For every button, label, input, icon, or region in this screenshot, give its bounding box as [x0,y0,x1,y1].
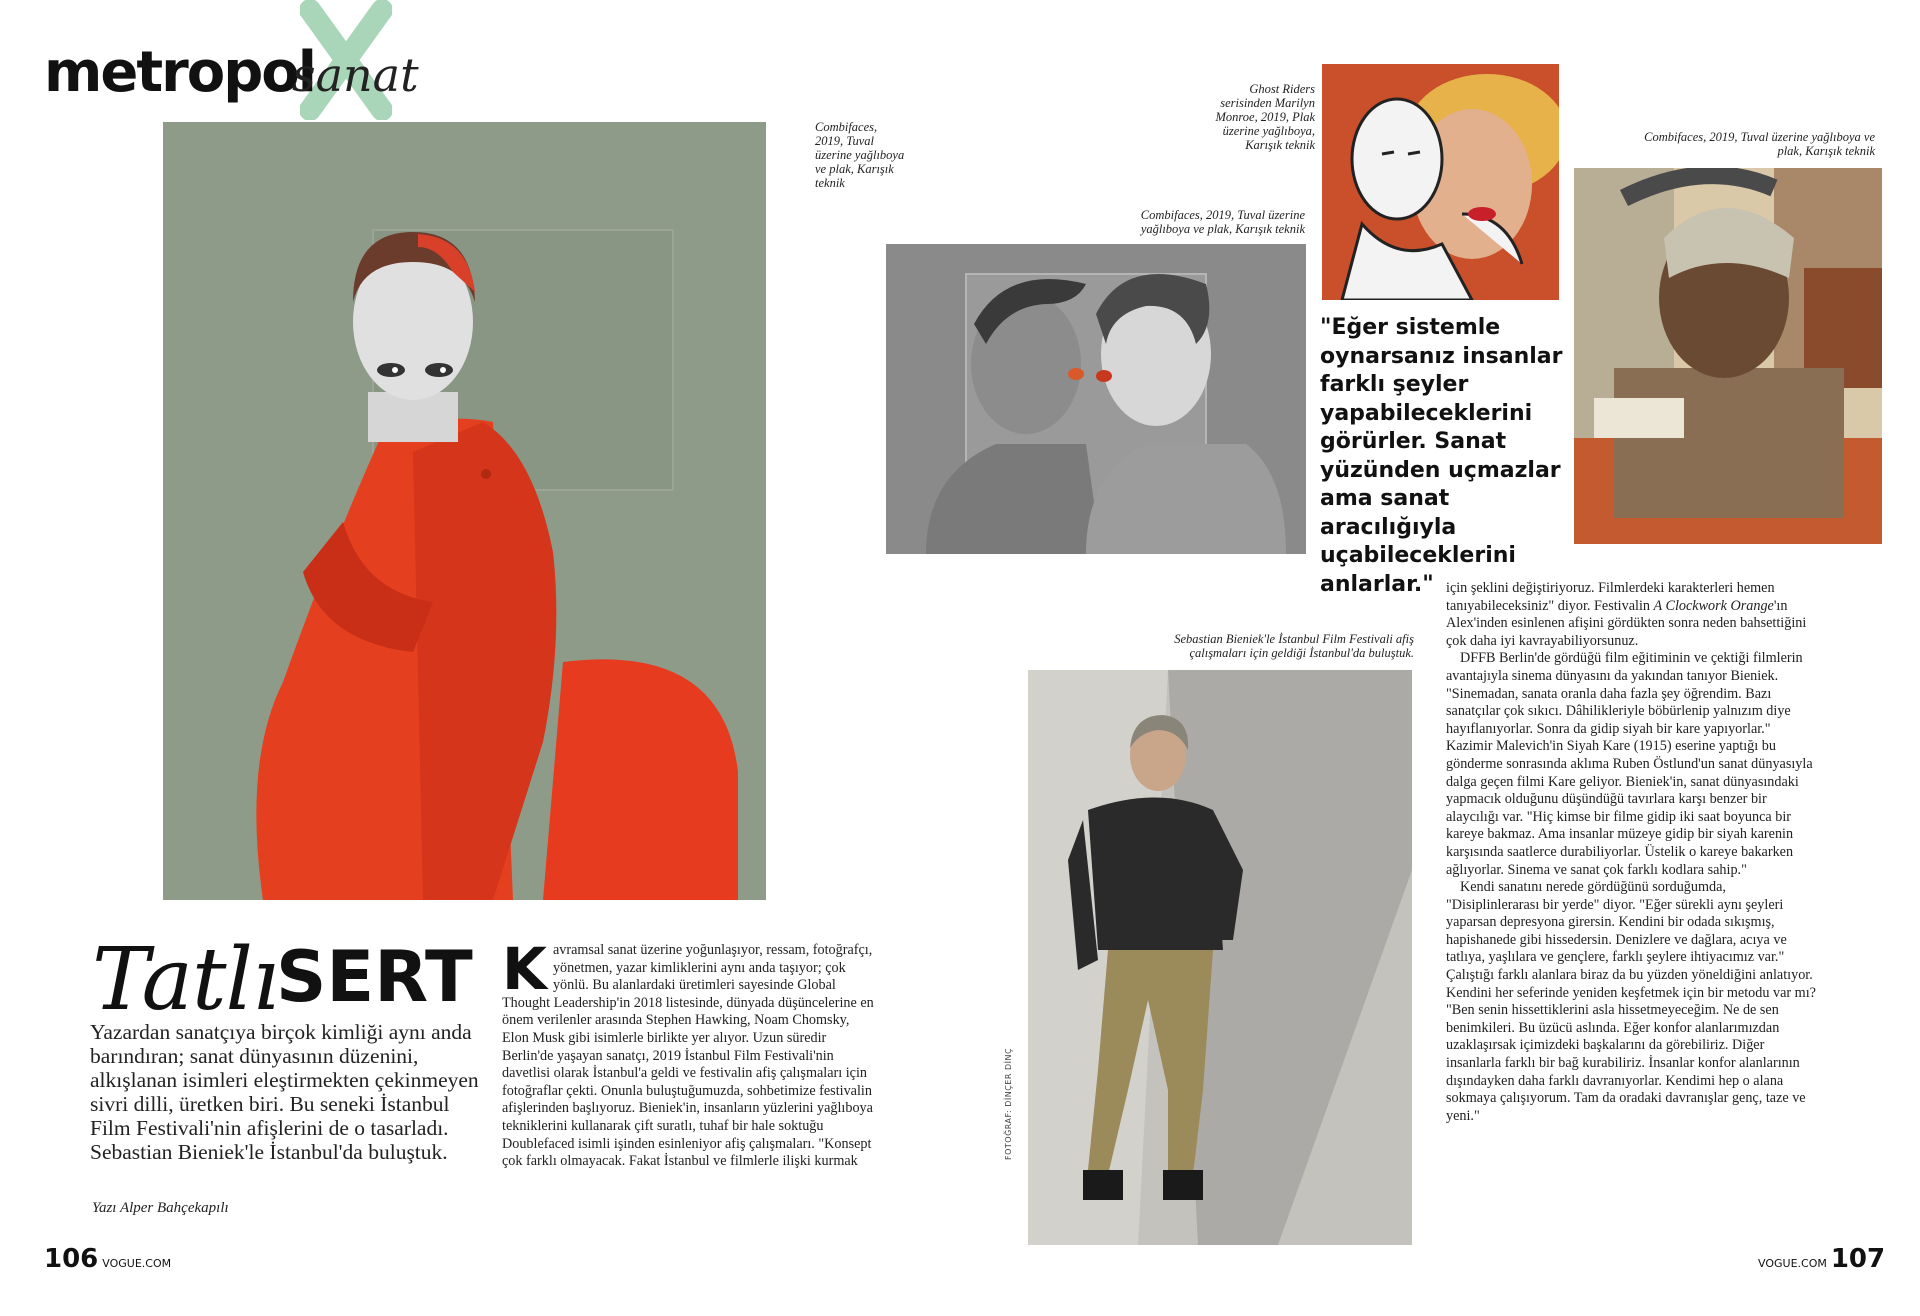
article-column-1 [502,935,874,1171]
film-title: A Clockwork Orange [1653,597,1774,614]
caption-main-painting: Combifaces, 2019, Tuval üzerine yağlıboya ve plak, Karışık teknik [815,120,905,190]
article-byline: Yazı Alper Bahçekapılı [92,1200,229,1216]
site-name-left: VOGUE.COM [102,1257,172,1270]
column-2-paragraph-3: Kendi sanatını nerede gördüğünü sorduğumda, "Disiplinlerarası bir yerde" diyor. "Eğer sürekli aynı şeyleri yaparsan depresyona girersin. Kendini bir odada sıkışmış, hapishanede gibi hissedersin. Denizlere ve dağlara, acıya ve tatlıya, yaşlılara ve gençlere, farklı şeylere ihtiyacımız var." Çalıştığı farklı alanlara biraz da bu yüzden yöneldiğini anlatıyor. Kendini her seferinde yeniden keşfetmek için bir metodu var mı? "Ben senin hissettiklerini asla hissetmeyeceğim. Ne de sen benimkileri. Bu üzücü aslında. Eğer konfor alanlarımızdan uzaklaşırsak içimizdeki başkalarını da görebiliriz. Diğer insanlarla farklı bir bağ kurabiliriz. İnsanlar konfor alanlarının dışındayken daha farklı davranıyorlar. Kendimi hep o alana sokmaya çalışıyorum. Tam da oradaki davranışlar genç, taze ve yeni." [1446,879,1816,1124]
column-2-paragraph-1: için şeklini değiştiriyoruz. Filmlerdeki karakterleri hemen tanıyabileceksiniz" diyor. Festivalin A Clockwork Orange'ın Alex'inden esinlenen afişini gördükten sonra neden bahsettiğini çok daha iyi kavrayabiliyorsunuz. [1446,580,1807,649]
portrait-photo-artist [1028,670,1412,1245]
column-2-paragraph-2: DFFB Berlin'de gördüğü film eğitiminin ve çektiği filmlerin avantajıyla sinema dünyasını da yakından tanıyor Bieniek. "Sinemadan, sanata oranla daha fazla şey öğrendim. Bazı sanatçılar çok sıkıcı. Dâhilikleriyle böbürlenip yalnızım diye hayıflanıyorlar. Sonra da gidip siyah bir kare yapıyorlar." Kazimir Malevich'in Siyah Kare (1915) eserine yaptığı bu gönderme sonrasında aklıma Ruben Östlund'un sanat dünyasıyla dalga geçen filmi Kare geliyor. Bieniek'in, sanat dünyasındaki yapmacık olduğunu düşündüğü tavırlara karşı benzer bir alaycılığı var. "Hiç kimse bir filme gidip iki saat boyunca bir kareye bakmaz. Ama insanlar müzeye gidip bir siyah karenin karşısında saatlerce durabiliyorlar. Üstelik o kareye bakarken ağlıyorlar. Sinema ve sanat çok farklı kodlara sahip." [1446,650,1813,878]
page-number-right: 107 [1830,1244,1886,1274]
section-label: sanat [292,48,419,102]
main-painting-red-coat [163,122,766,900]
folio-right [1758,1244,1885,1274]
caption-portrait: Sebastian Bieniek'le İstanbul Film Festivali afiş çalışmaları için geldiği İstanbul'da buluştuk. [1174,632,1414,660]
article-column-2 [1446,580,1818,1125]
caption-ghost-riders: Ghost Riders serisinden Marilyn Monroe, 2019, Plak üzerine yağlıboya, Karışık teknik [1215,82,1315,152]
site-name-right: VOGUE.COM [1758,1257,1827,1270]
article-lede: Yazardan sanatçıya birçok kimliği aynı anda barındıran; sanat dünyasının düzenini, alkışlanan isimleri eleştirmekten çekinmeyen sivri dilli, üretken biri. Bu seneki İstanbul Film Festivali'nin afişlerini de o tasarladı. Sebastian Bieniek'le İstanbul'da buluştuk. [90,1020,479,1164]
caption-two-faces: Combifaces, 2019, Tuval üzerine yağlıboya ve plak, Karışık teknik [1140,208,1305,236]
article-title-bold: SERT [276,936,473,1018]
painting-collage-portrait [1574,168,1882,544]
painting-ghost-riders-marilyn [1322,64,1559,300]
drop-cap: K [502,935,547,1003]
magazine-brand: metropol [44,40,315,105]
article-title-italic: Tatlı [92,930,279,1030]
pull-quote: "Eğer sistemle oynarsanız insanlar farklı şeyler yapabileceklerini görürler. Sanat yüzünden uçmazlar ama sanat aracılığıyla uçabileceklerini anlarlar." [1320,315,1563,597]
folio-left [44,1244,171,1274]
painting-two-faces [886,244,1306,554]
caption-right-painting: Combifaces, 2019, Tuval üzerine yağlıboya ve plak, Karışık teknik [1644,130,1875,158]
photo-credit: FOTOĞRAF: DİNÇER DİNÇ [1004,1047,1013,1160]
page-number-left: 106 [44,1244,99,1274]
column-1-text: avramsal sanat üzerine yoğunlaşıyor, ressam, fotoğrafçı, yönetmen, yazar kimliklerini aynı anda taşıyor; çok yönlü. Bu alanlardaki üretimleri sayesinde Global Thought Leadership'in 2018 listesinde, dünyada düşüncelerine en önem verilenler arasında Stephen Hawking, Noam Chomsky, Elon Musk gibi isimlerle birlikte yer alıyor. Uzun süredir Berlin'de yaşayan sanatçı, 2019 İstanbul Film Festivali'nin davetlisi olarak İstanbul'a geldi ve festivalin afiş çalışmaları için fotoğraflar çekti. Onunla buluştuğumuzda, sohbetimize festivalin afişlerinden başlıyoruz. Bieniek'in, insanların yüzlerini yağlıboya tekniklerini kullanarak çift suratlı, tuhaf bir hale soktuğu Doublefaced isimli işinden esinleniyor afiş çalışmaları. "Konsept çok farklı olmayacak. Fakat İstanbul ve filmlerle ilişki kurmak [502,942,874,1170]
